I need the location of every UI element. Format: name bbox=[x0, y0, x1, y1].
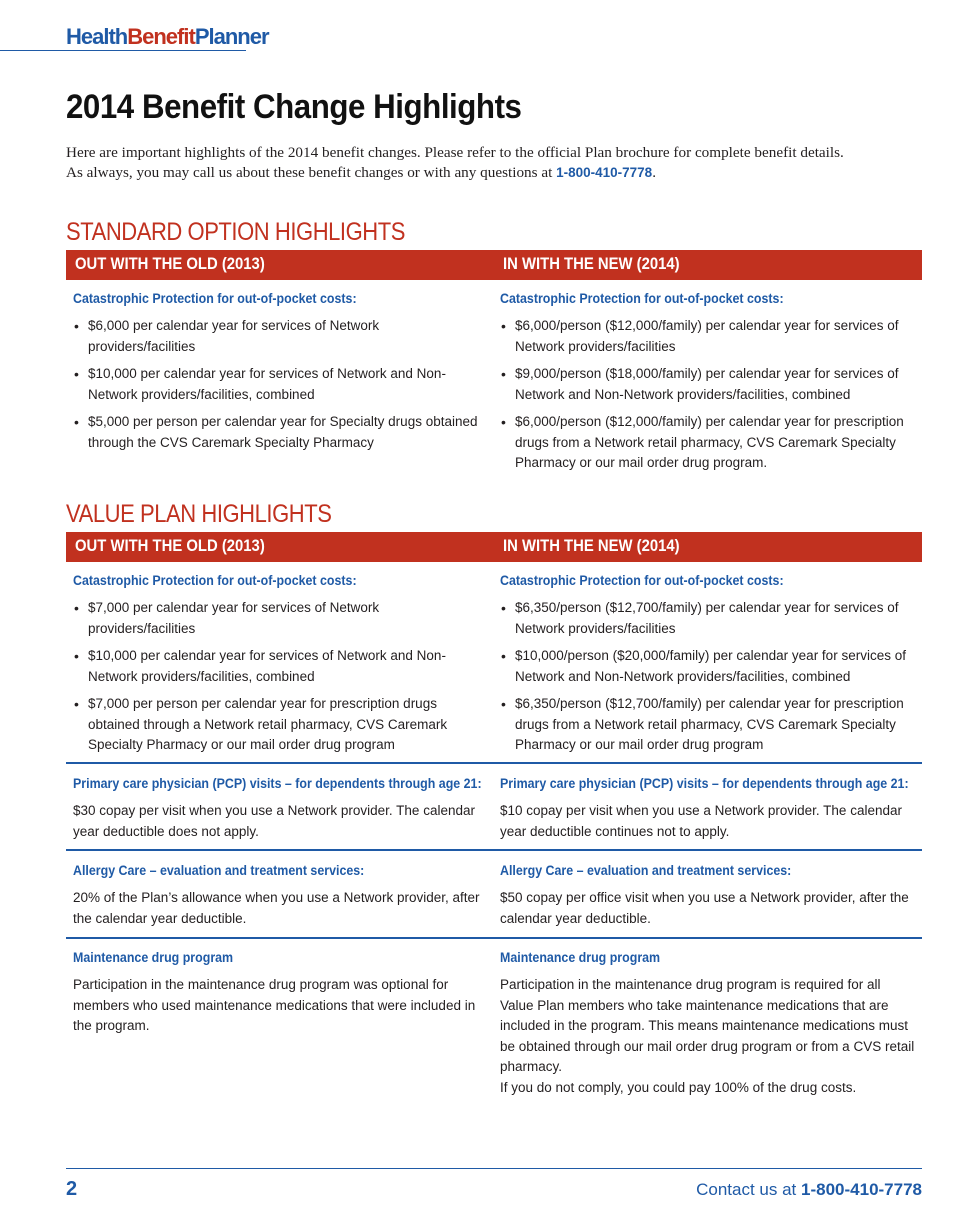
allergy-new-cell bbox=[500, 861, 915, 929]
allergy-old-subhead: Allergy Care – evaluation and treatment services: bbox=[73, 863, 365, 878]
intro-paragraph bbox=[66, 143, 926, 183]
footer-contact bbox=[696, 1180, 922, 1200]
footer-divider bbox=[66, 1168, 922, 1169]
value-new-subhead: Catastrophic Protection for out-of-pocket costs: bbox=[500, 573, 784, 588]
page-number: 2 bbox=[66, 1178, 78, 1200]
list-item: • $10,000 per calendar year for services of Network and Non-Network providers/facilities, combined bbox=[73, 364, 483, 405]
maintenance-old-subhead: Maintenance drug program bbox=[73, 950, 234, 965]
logo-planner: Planner bbox=[194, 24, 269, 49]
pcp-new-subhead: Primary care physician (PCP) visits – for dependents through age 21: bbox=[500, 776, 909, 791]
value-section-title: VALUE PLAN HIGHLIGHTS bbox=[66, 500, 332, 528]
value-old-header: OUT WITH THE OLD (2013) bbox=[75, 537, 265, 555]
maintenance-new-text-warning: If you do not comply, you could pay 100% of the drug costs. bbox=[500, 1079, 857, 1095]
value-header-bar bbox=[66, 532, 922, 562]
divider bbox=[66, 849, 922, 851]
standard-new-header: IN WITH THE NEW (2014) bbox=[503, 255, 680, 273]
footer-phone-link[interactable]: 1-800-410-7778 bbox=[801, 1180, 922, 1199]
list-item: • $6,000/person ($12,000/family) per calendar year for prescription drugs from a Network retail pharmacy, CVS Caremark Specialty Pharmacy or our mail order drug program. bbox=[500, 412, 915, 474]
standard-old-header: OUT WITH THE OLD (2013) bbox=[75, 255, 265, 273]
standard-new-subhead: Catastrophic Protection for out-of-pocket costs: bbox=[500, 291, 784, 306]
standard-section-title: STANDARD OPTION HIGHLIGHTS bbox=[66, 218, 405, 246]
value-new-list bbox=[500, 598, 915, 756]
logo-benefit: Benefit bbox=[127, 24, 195, 49]
maintenance-old-text: Participation in the maintenance drug program was optional for members who used maintenance medications that were included in the program. bbox=[73, 977, 476, 1033]
list-item: • $6,350/person ($12,700/family) per calendar year for prescription drugs from a Network retail pharmacy, CVS Caremark Specialty Pharmacy or our mail order drug program bbox=[500, 694, 915, 756]
list-item: • $6,000/person ($12,000/family) per calendar year for services of Network providers/facilities bbox=[500, 316, 915, 357]
pcp-new-text: $10 copay per visit when you use a Network provider. The calendar year deductible continues not to apply. bbox=[500, 803, 902, 839]
logo-health: Health bbox=[66, 24, 128, 49]
footer-contact-label: Contact us at bbox=[696, 1180, 797, 1199]
list-item: • $5,000 per person per calendar year for Specialty drugs obtained through the CVS Caremark Specialty Pharmacy bbox=[73, 412, 483, 453]
list-item: • $10,000/person ($20,000/family) per calendar year for services of Network and Non-Network providers/facilities, combined bbox=[500, 646, 915, 687]
maintenance-new-text-main: Participation in the maintenance drug program is required for all Value Plan members who take maintenance medications that are included in the program. This means maintenance medications must be obtained through our mail order drug program or from a CVS retail pharmacy. bbox=[500, 977, 915, 1074]
divider bbox=[66, 937, 922, 939]
standard-old-list bbox=[73, 316, 483, 453]
standard-old-subhead: Catastrophic Protection for out-of-pocket costs: bbox=[73, 291, 357, 306]
standard-header-bar bbox=[66, 250, 922, 280]
value-old-subhead: Catastrophic Protection for out-of-pocket costs: bbox=[73, 573, 357, 588]
intro-end: . bbox=[652, 164, 656, 181]
allergy-new-text: $50 copay per office visit when you use a Network provider, after the calendar year deductible. bbox=[500, 890, 909, 926]
logo-underline bbox=[0, 50, 246, 51]
intro-line-1: Here are important highlights of the 2014 benefit changes. Please refer to the official Plan brochure for complete benefit details. bbox=[66, 144, 844, 161]
pcp-old-cell bbox=[73, 774, 483, 842]
page-title: 2014 Benefit Change Highlights bbox=[66, 88, 522, 126]
value-old-column bbox=[73, 571, 483, 763]
pcp-old-text: $30 copay per visit when you use a Network provider. The calendar year deductible does not apply. bbox=[73, 803, 475, 839]
maintenance-old-cell bbox=[73, 948, 483, 1037]
maintenance-new-subhead: Maintenance drug program bbox=[500, 950, 661, 965]
standard-new-list bbox=[500, 316, 915, 474]
list-item: • $6,350/person ($12,700/family) per calendar year for services of Network providers/facilities bbox=[500, 598, 915, 639]
pcp-old-subhead: Primary care physician (PCP) visits – for dependents through age 21: bbox=[73, 776, 482, 791]
list-item: • $10,000 per calendar year for services of Network and Non-Network providers/facilities, combined bbox=[73, 646, 483, 687]
intro-line-2: As always, you may call us about these benefit changes or with any questions at bbox=[66, 164, 553, 181]
standard-old-column bbox=[73, 289, 483, 460]
standard-new-column bbox=[500, 289, 915, 481]
maintenance-new-text bbox=[500, 975, 915, 1098]
allergy-old-text: 20% of the Plan’s allowance when you use a Network provider, after the calendar year deductible. bbox=[73, 890, 480, 926]
divider bbox=[66, 762, 922, 764]
list-item: • $6,000 per calendar year for services of Network providers/facilities bbox=[73, 316, 483, 357]
allergy-new-subhead: Allergy Care – evaluation and treatment services: bbox=[500, 863, 792, 878]
list-item: • $7,000 per calendar year for services of Network providers/facilities bbox=[73, 598, 483, 639]
pcp-new-cell bbox=[500, 774, 915, 842]
allergy-old-cell bbox=[73, 861, 483, 929]
brand-logo bbox=[66, 24, 269, 50]
value-new-column bbox=[500, 571, 915, 763]
value-old-list bbox=[73, 598, 483, 756]
list-item: • $9,000/person ($18,000/family) per calendar year for services of Network and Non-Network providers/facilities, combined bbox=[500, 364, 915, 405]
value-new-header: IN WITH THE NEW (2014) bbox=[503, 537, 680, 555]
list-item: • $7,000 per person per calendar year for prescription drugs obtained through a Network retail pharmacy, CVS Caremark Specialty Pharmacy or our mail order drug program bbox=[73, 694, 483, 756]
maintenance-new-cell bbox=[500, 948, 915, 1098]
intro-phone-link[interactable]: 1-800-410-7778 bbox=[556, 165, 653, 180]
